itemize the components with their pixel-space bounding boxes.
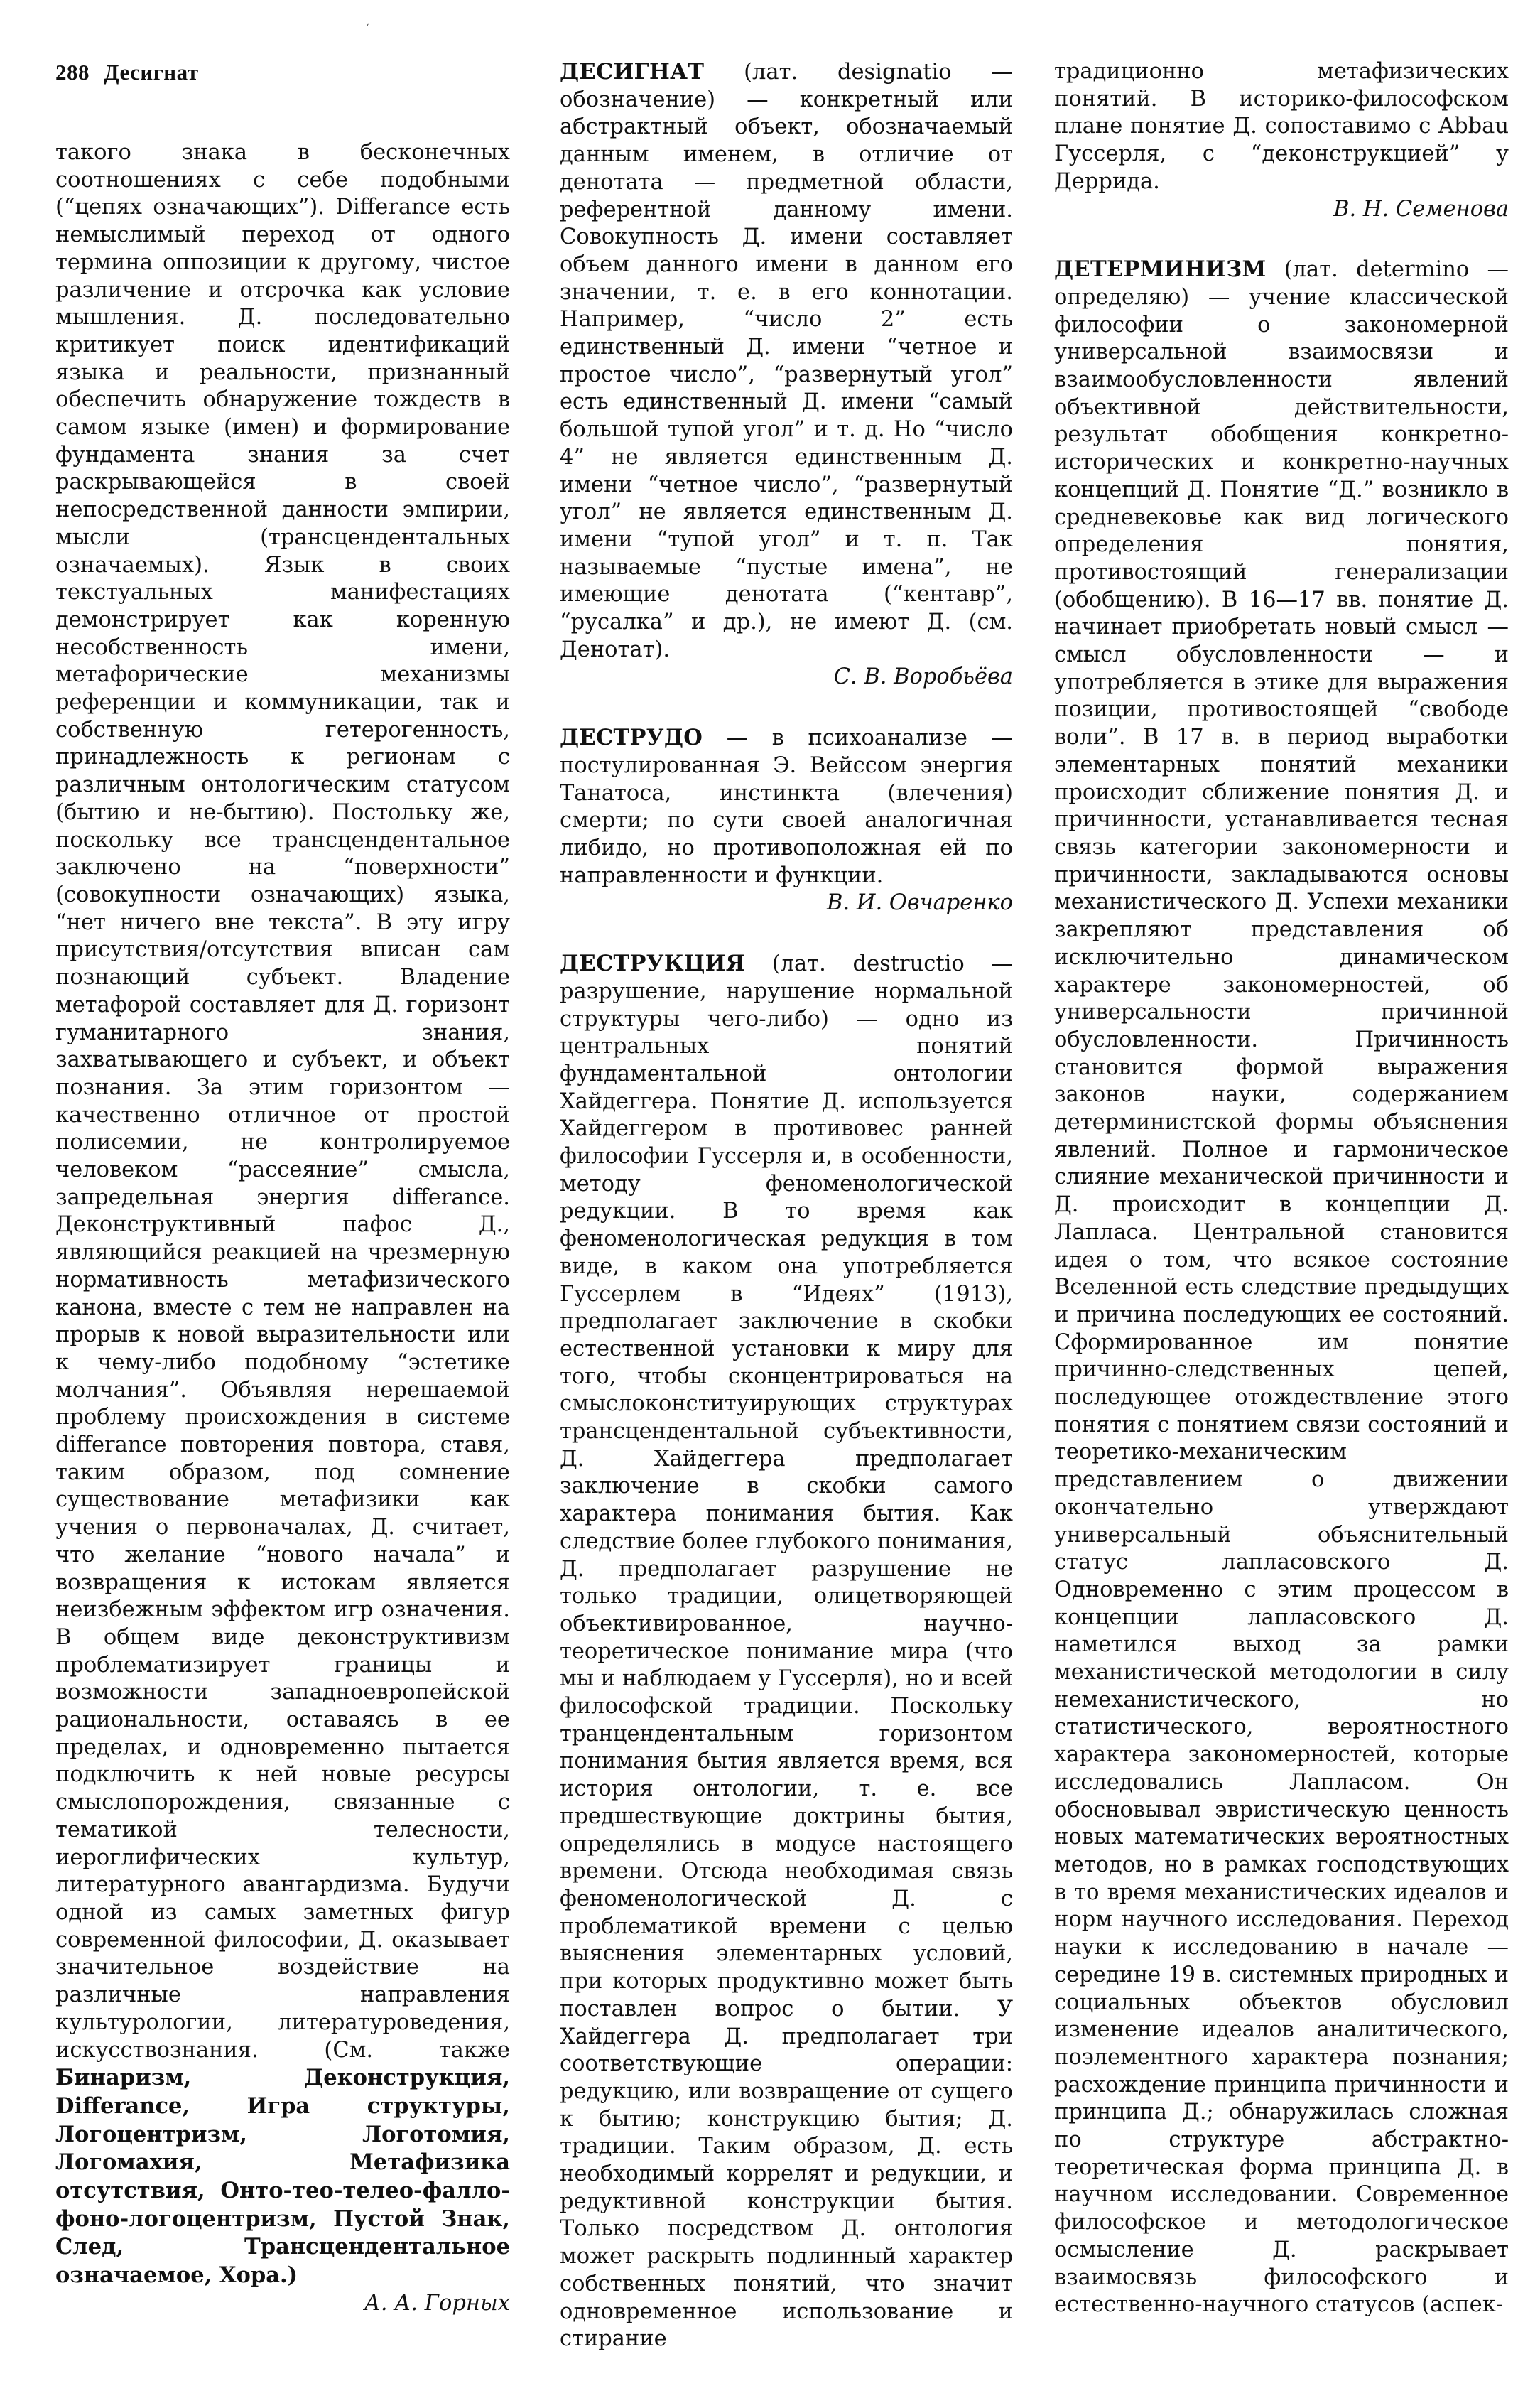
entry-headword: ДЕСТРУКЦИЯ — [560, 951, 745, 977]
entry-destrudo — [560, 724, 1013, 917]
entry-determinizm — [1054, 256, 1509, 2319]
entry-text: — в психоанализе — постулированная Э. Вейссом энергия Танатоса, инстинкта (влечения) смерти; по сути своей аналогичная либидо, но противоположная ей по направленности и функции. — [560, 725, 1013, 888]
entry-author: В. Н. Семенова — [1333, 196, 1509, 222]
entry-author: В. И. Овчаренко — [827, 890, 1013, 916]
left-column — [55, 139, 510, 2318]
entry-destruktsiya-continuation — [1054, 58, 1509, 223]
continuation-text: такого знака в бесконечных соотношениях с себе подобными (“цепях означающих”). Differance есть немыслимый переход от одного термина оппозиции к другому, чистое различение и отсрочка как условие мышления. Д. последовательно критикует поиск идентификаций языка и реальности, признанный обеспечить обнаружение тождеств в самом языке (имен) и формирование фундамента знания за счет раскрывающейся в своей непосредственной данности эмпирии, мысли (трансцендентальных означаемых). Язык в своих текстуальных манифестациях демонстрирует как коренную несобственность имени, метафорические механизмы референции и коммуникации, так и собственную гетерогенность, принадлежность к регионам с различным онтологическим статусом (бытию и не-бытию). Постольку же, поскольку все трансцендентальное заключено на “поверхности” (совокупности означающих) языка, “нет ничего вне текста”. В эту игру присутствия/отсутствия вписан сам познающий субъект. Владение метафорой составляет для Д. горизонт гуманитарного знания, захватывающего и субъект, и объект познания. За этим горизонтом — качественно отличное от простой полисемии, не контролируемое человеком “рассеяние” смысла, запредельная энергия differance. Деконструктивный пафос Д., являющийся реакцией на чрезмерную нормативность метафизического канона, вместе с тем не направлен на прорыв к новой выразительности или к чему-либо подобному “эстетике молчания”. Объявляя нерешаемой проблему происхождения в системе differance повторения повтора, ставя, таким образом, под сомнение существование метафизики как учения о первоначалах, Д. считает, что желание “нового начала” и возвращения к истокам является неизбежным эффектом игр означения. В общем виде деконструктивизм проблематизирует границы и возможности западноевропейской рациональности, оставаясь в ее пределах, и одновременно пытается подключить к ней новые ресурсы смыслопорождения, связанные с тематикой телесности, иероглифических культур, литературного авангардизма. Будучи одной из самых заметных фигур современной философии, Д. оказывает значительное воздействие на различные направления культурологии, литературоведения, искусствознания. (См. также — [55, 140, 510, 2063]
page-mark: ʻ — [366, 23, 369, 34]
article-continuation — [55, 139, 510, 2290]
entry-headword: ДЕСИГНАТ — [560, 59, 705, 85]
entry-headword: ДЕСТРУДО — [560, 725, 703, 751]
entry-designat — [560, 58, 1013, 691]
entry-text: (лат. determino — определяю) — учение классической философии о закономерной универсальной взаимосвязи и взаимообусловленности явлений объективной действительности, результат обобщения конкретно-исторических и конкретно-научных концепций Д. Понятие “Д.” возникло в средневековье как вид логического определения понятия, противостоящий генерализации (обобщению). В 16—17 вв. понятие Д. начинает приобретать новый смысл — смысл обусловленности — и употребляется в этике для выражения позиции, противостоящей “свободе воли”. В 17 в. в период выработки элементарных понятий механики происходит сближение понятия Д. и причинности, устанавливается тесная связь категории закономерности и причинности, закладываются основы механистического Д. Успехи механики закрепляют представления об исключительно динамическом характере закономерностей, об универсальности причинной обусловленности. Причинность становится формой выражения законов науки, содержанием детерминистской формы объяснения явлений. Полное и гармоническое слияние механической причинности и Д. происходит в концепции Д. Лапласа. Центральной становится идея о том, что всякое состояние Вселенной есть следствие предыдущих и причина последующих ее состояний. Сформированное им понятие причинно-следственных цепей, последующее отождествление этого понятия с понятием связи состояний и теоретико-механическим представлением о движении окончательно утверждают универсальный объяснительный статус лапласовского Д. Одновременно с этим процессом в концепции лапласовского Д. наметился выход за рамки механистической методологии в силу немеханистического, но статистического, вероятностного характера закономерностей, которые исследовались Лапласом. Он обосновывал эвристическую ценность новых математических вероятностных методов, но в рамках господствующих в то время механистических идеалов и норм научного исследования. Переход науки к исследованию в начале — середине 19 в. системных природных и социальных объектов обусловил изменение идеалов аналитического, поэлементного характера познания; расхождение принципа причинности и принципа Д.; обнаружилась сложная по структуре абстрактно-теоретическая форма принципа Д. в научном исследовании. Современное философское и методологическое осмысление Д. раскрывает взаимосвязь философского и естественно-научного статусов (аспек- — [1054, 257, 1509, 2318]
middle-column — [560, 58, 1013, 2386]
running-header — [55, 60, 199, 85]
entry-author: С. В. Воробьёва — [833, 664, 1013, 690]
see-also-refs: Бинаризм, Деконструкция, Differance, Игра структуры, Логоцентризм, Логотомия, Логомахия, Метафизика отсутствия, Онто-тео-телео-фалло-фоно-логоцентризм, Пустой Знак, След, Трансцендентальное означаемое, Хора — [55, 2065, 510, 2289]
article-author: А. А. Горных — [364, 2290, 510, 2316]
entry-text: (лат. designatio — обозначение) — конкретный или абстрактный объект, обозначаемый данным именем, в отличие от денотата — предметной области, референтной данному имени. Совокупность Д. имени составляет объем данного имени в данном его значении, т. е. в его коннотации. Например, “число 2” есть единственный Д. имени “четное и простое число”, “развернутый угол” есть единственный Д. имени “самый большой тупой угол” и т. д. Но “число 4” не является единственным Д. имени “четное число”, “развернутый угол” не является единственным Д. имени “тупой угол” и т. п. Так называемые “пустые имена”, не имеющие денотата (“кентавр”, “русалка” и др.), не имеют Д. (см. Денотат). — [560, 60, 1013, 662]
entry-headword: ДЕТЕРМИНИЗМ — [1054, 257, 1267, 283]
entry-destruktsiya — [560, 950, 1013, 2353]
see-also-close: .) — [279, 2262, 298, 2289]
right-column — [1054, 58, 1509, 2352]
running-title: Десигнат — [104, 60, 199, 85]
entry-text: (лат. destructio — разрушение, нарушение нормальной структуры чего-либо) — одно из центральных понятий фундаментальной онтологии Хайдеггера. Понятие Д. используется Хайдеггером в противовес ранней философии Гуссерля и, в особенности, методу феноменологической редукции. В то время как феноменологическая редукция в том виде, в каком она употребляется Гуссерлем в “Идеях” (1913), предполагает заключение в скобки естественной установки к миру для того, чтобы сконцентрироваться на смыслоконституирующих структурах трансцендентальной субъективности, Д. Хайдеггера предполагает заключение в скобки самого характера понимания бытия. Как следствие более глубокого понимания, Д. предполагает разрушение не только традиции, олицетворяющей объективированное, научно-теоретическое понимание мира (что мы и наблюдаем у Гуссерля), но и всей философской традиции. Поскольку транцендентальным горизонтом понимания бытия является время, вся история онтологии, т. е. все предшествующие доктрины бытия, определялись в модусе настоящего времени. Отсюда необходимая связь феноменологической Д. с проблематикой времени с целью выяснения элементарных условий, при которых продуктивно может быть поставлен вопрос о бытии. У Хайдеггера Д. предполагает три соответствующие операции: редукцию, или возвращение от сущего к бытию; конструкцию бытия; Д. традиции. Таким образом, Д. есть необходимый коррелят и редукции, и редуктивной конструкции бытия. Только посредством Д. онтология может раскрыть подлинный характер собственных понятий, что значит одновременное использование и стирание — [560, 951, 1013, 2352]
continuation-text: традиционно метафизических понятий. В историко-философском плане понятие Д. сопоставимо с Abbau Гуссерля, с “деконструкцией” у Деррида. — [1054, 59, 1509, 194]
page-number: 288 — [55, 60, 90, 85]
